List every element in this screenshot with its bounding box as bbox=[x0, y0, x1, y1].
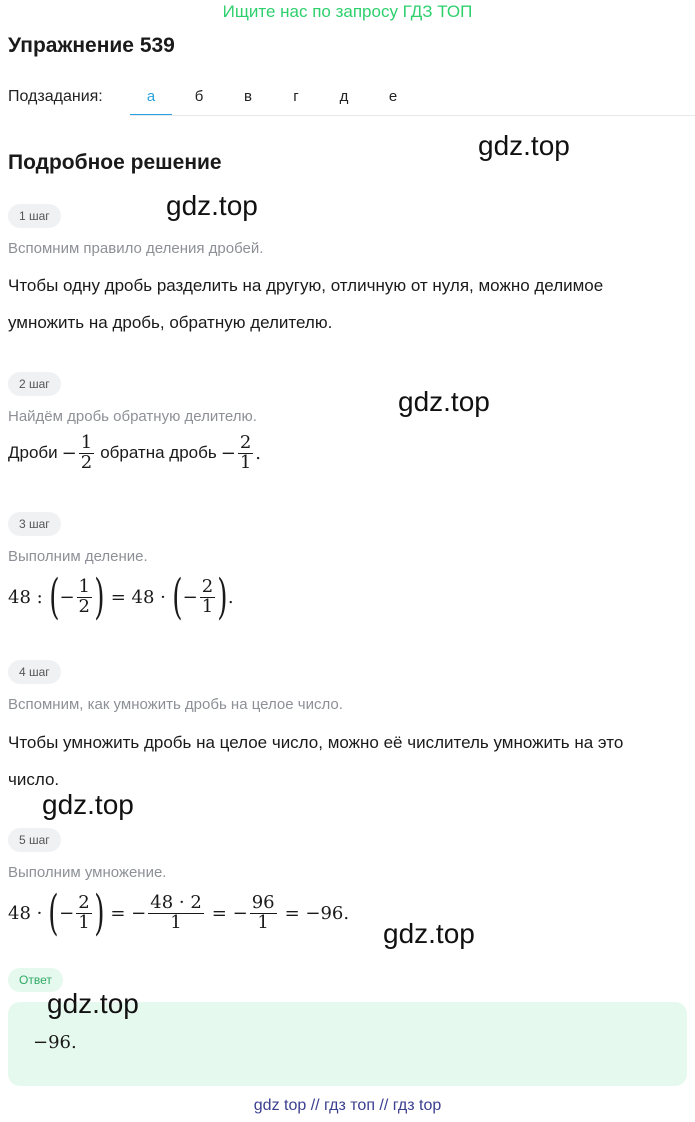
step-hint: Вспомним, как умножить дробь на целое число. bbox=[8, 696, 343, 713]
step-formula bbox=[8, 569, 234, 625]
math-equals: = − bbox=[110, 902, 147, 924]
fraction-numerator: 1 bbox=[80, 432, 93, 453]
step-hint: Найдём дробь обратную делителю. bbox=[8, 408, 257, 425]
fraction-denominator: 1 bbox=[257, 911, 269, 933]
paren-close: ) bbox=[94, 569, 105, 625]
answer-value: −96. bbox=[33, 1032, 77, 1053]
tab-e[interactable]: е bbox=[388, 88, 398, 105]
step-text: Чтобы одну дробь разделить на другую, отличную от нуля, можно делимое умножить на дробь, обратную делителю. bbox=[8, 276, 604, 332]
paren-close: ) bbox=[217, 569, 228, 625]
step-badge: 5 шаг bbox=[8, 828, 61, 852]
fraction-denominator: 2 bbox=[78, 595, 90, 617]
fraction bbox=[238, 434, 253, 473]
step-hint: Выполним деление. bbox=[8, 548, 148, 565]
section-title: Подробное решение bbox=[8, 151, 222, 174]
fraction-denominator: 1 bbox=[239, 451, 252, 473]
math-equals: = 48 · bbox=[110, 586, 166, 608]
tab-v[interactable]: в bbox=[244, 88, 252, 105]
fraction bbox=[76, 891, 91, 933]
math-end: . bbox=[227, 586, 234, 608]
step-hint: Выполним умножение. bbox=[8, 864, 167, 881]
paren-open: ( bbox=[48, 885, 59, 941]
math-end: . bbox=[255, 442, 261, 464]
watermark: gdz.top bbox=[47, 988, 139, 1019]
math-result: = −96. bbox=[284, 902, 350, 924]
fraction bbox=[77, 575, 92, 617]
fraction-numerator: 2 bbox=[201, 575, 214, 597]
math-sign: − bbox=[220, 442, 236, 464]
math-equals: = − bbox=[211, 902, 248, 924]
math-sign: − bbox=[59, 902, 75, 924]
math-lhs: 48 : bbox=[8, 586, 43, 608]
fraction-denominator: 2 bbox=[80, 451, 93, 473]
paren-open: ( bbox=[48, 569, 60, 625]
math-sign: − bbox=[182, 586, 198, 608]
answer-badge: Ответ bbox=[8, 968, 63, 992]
step-text: Дроби bbox=[8, 443, 58, 463]
step-text: обратна дробь bbox=[100, 443, 217, 463]
step-formula bbox=[8, 434, 261, 473]
step-badge: 2 шаг bbox=[8, 372, 61, 396]
fraction-denominator: 1 bbox=[201, 595, 214, 617]
fraction bbox=[250, 891, 277, 933]
step-hint: Вспомним правило деления дробей. bbox=[8, 240, 264, 257]
paren-open: ( bbox=[172, 569, 183, 625]
step-text: Чтобы умножить дробь на целое число, можно её числитель умножить на это число. bbox=[8, 733, 624, 789]
watermark: gdz.top bbox=[478, 130, 570, 161]
fraction-numerator: 1 bbox=[78, 575, 90, 597]
step-badge: 3 шаг bbox=[8, 512, 61, 536]
top-banner[interactable]: Ищите нас по запросу ГДЗ ТОП bbox=[222, 2, 473, 21]
watermark: gdz.top bbox=[383, 918, 475, 949]
subtasks-label: Подзадания: bbox=[8, 88, 103, 105]
fraction-denominator: 1 bbox=[78, 911, 90, 933]
watermark: gdz.top bbox=[42, 789, 134, 820]
math-sign: − bbox=[61, 442, 77, 464]
fraction-numerator: 48 · 2 bbox=[150, 891, 202, 913]
fraction-numerator: 2 bbox=[239, 432, 252, 453]
footer-links[interactable]: gdz top // гдз топ // гдз top bbox=[253, 1097, 442, 1114]
fraction-denominator: 1 bbox=[170, 911, 182, 933]
step-badge: 4 шаг bbox=[8, 660, 61, 684]
watermark: gdz.top bbox=[398, 386, 490, 417]
tab-g[interactable]: г bbox=[293, 88, 299, 105]
math-sign: − bbox=[59, 586, 75, 608]
paren-close: ) bbox=[93, 885, 105, 941]
tabs-divider bbox=[130, 115, 695, 116]
step-badge: 1 шаг bbox=[8, 204, 61, 228]
math-lhs: 48 · bbox=[8, 902, 43, 924]
fraction bbox=[148, 891, 204, 933]
fraction-numerator: 2 bbox=[78, 891, 90, 913]
tab-d[interactable]: д bbox=[339, 88, 349, 105]
watermark: gdz.top bbox=[166, 190, 258, 221]
fraction-numerator: 96 bbox=[251, 891, 275, 913]
step-formula bbox=[8, 885, 350, 941]
fraction bbox=[79, 434, 94, 473]
tab-b[interactable]: б bbox=[194, 88, 204, 105]
fraction bbox=[200, 575, 215, 617]
tab-a[interactable]: а bbox=[130, 80, 172, 116]
page-title: Упражнение 539 bbox=[8, 34, 175, 57]
